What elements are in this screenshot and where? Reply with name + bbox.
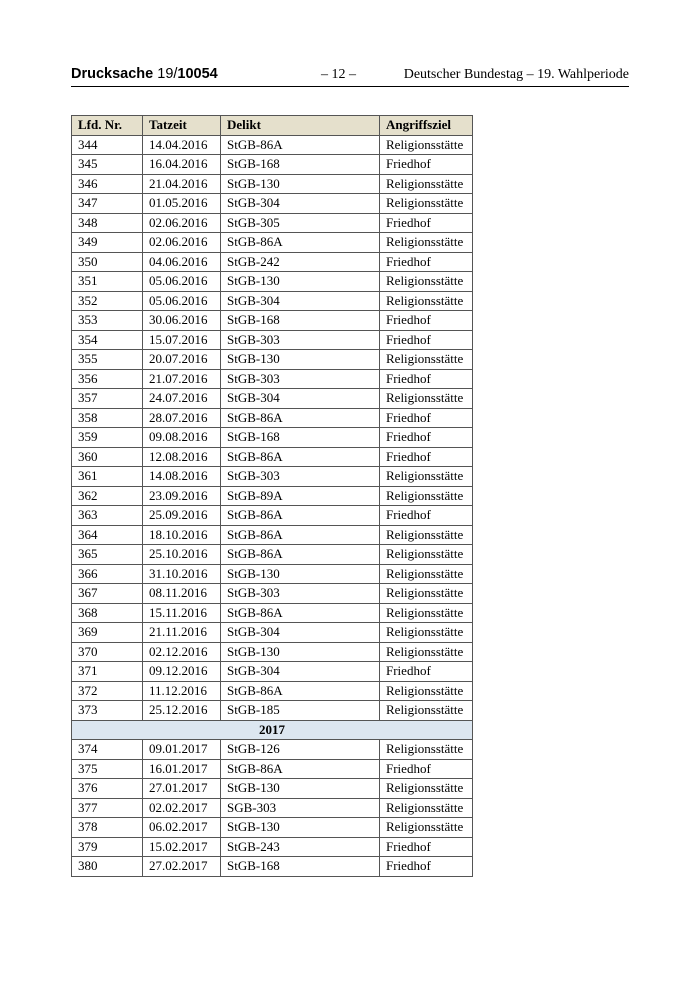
cell-delikt: StGB-86A bbox=[221, 525, 380, 545]
table-row bbox=[72, 681, 473, 701]
cell-delikt: StGB-86A bbox=[221, 603, 380, 623]
doc-prefix: 19/ bbox=[157, 66, 178, 82]
cell-delikt: StGB-130 bbox=[221, 174, 380, 194]
cell-lfd-nr: 374 bbox=[72, 740, 143, 760]
cell-delikt: StGB-304 bbox=[221, 623, 380, 643]
table-row bbox=[72, 369, 473, 389]
table-row bbox=[72, 447, 473, 467]
cell-tatzeit: 25.12.2016 bbox=[143, 701, 221, 721]
cell-tatzeit: 11.12.2016 bbox=[143, 681, 221, 701]
table-row bbox=[72, 194, 473, 214]
cell-lfd-nr: 373 bbox=[72, 701, 143, 721]
cell-tatzeit: 08.11.2016 bbox=[143, 584, 221, 604]
table-row bbox=[72, 350, 473, 370]
cell-lfd-nr: 371 bbox=[72, 662, 143, 682]
column-header-tatzeit: Tatzeit bbox=[143, 116, 221, 136]
cell-delikt: StGB-86A bbox=[221, 135, 380, 155]
table-row bbox=[72, 525, 473, 545]
table-row bbox=[72, 701, 473, 721]
cell-angriffsziel: Religionsstätte bbox=[380, 350, 473, 370]
cell-angriffsziel: Friedhof bbox=[380, 428, 473, 448]
cell-angriffsziel: Friedhof bbox=[380, 662, 473, 682]
cell-tatzeit: 30.06.2016 bbox=[143, 311, 221, 331]
cell-lfd-nr: 377 bbox=[72, 798, 143, 818]
cell-tatzeit: 31.10.2016 bbox=[143, 564, 221, 584]
doc-label: Drucksache bbox=[71, 66, 154, 82]
cell-delikt: StGB-86A bbox=[221, 233, 380, 253]
cell-angriffsziel: Friedhof bbox=[380, 252, 473, 272]
table-row bbox=[72, 837, 473, 857]
cell-angriffsziel: Religionsstätte bbox=[380, 818, 473, 838]
cell-delikt: StGB-168 bbox=[221, 311, 380, 331]
column-header-delikt: Delikt bbox=[221, 116, 380, 136]
cell-angriffsziel: Religionsstätte bbox=[380, 584, 473, 604]
cell-lfd-nr: 361 bbox=[72, 467, 143, 487]
table-row bbox=[72, 759, 473, 779]
cell-angriffsziel: Religionsstätte bbox=[380, 603, 473, 623]
table-row bbox=[72, 662, 473, 682]
cell-delikt: StGB-86A bbox=[221, 545, 380, 565]
table-row bbox=[72, 233, 473, 253]
cell-delikt: StGB-130 bbox=[221, 350, 380, 370]
cell-tatzeit: 25.09.2016 bbox=[143, 506, 221, 526]
cell-lfd-nr: 352 bbox=[72, 291, 143, 311]
cell-tatzeit: 04.06.2016 bbox=[143, 252, 221, 272]
cell-tatzeit: 02.12.2016 bbox=[143, 642, 221, 662]
cell-tatzeit: 16.01.2017 bbox=[143, 759, 221, 779]
page-header bbox=[71, 66, 629, 87]
page-number: – 12 – bbox=[321, 67, 356, 82]
cell-delikt: StGB-304 bbox=[221, 662, 380, 682]
cell-tatzeit: 18.10.2016 bbox=[143, 525, 221, 545]
cell-tatzeit: 21.07.2016 bbox=[143, 369, 221, 389]
cell-lfd-nr: 358 bbox=[72, 408, 143, 428]
cell-angriffsziel: Religionsstätte bbox=[380, 798, 473, 818]
cell-lfd-nr: 357 bbox=[72, 389, 143, 409]
cell-delikt: StGB-86A bbox=[221, 506, 380, 526]
table-row bbox=[72, 506, 473, 526]
table-row bbox=[72, 291, 473, 311]
cell-tatzeit: 27.02.2017 bbox=[143, 857, 221, 877]
table-row bbox=[72, 857, 473, 877]
cell-delikt: StGB-89A bbox=[221, 486, 380, 506]
cell-lfd-nr: 365 bbox=[72, 545, 143, 565]
cell-lfd-nr: 347 bbox=[72, 194, 143, 214]
cell-delikt: StGB-243 bbox=[221, 837, 380, 857]
cell-angriffsziel: Religionsstätte bbox=[380, 701, 473, 721]
cell-delikt: StGB-304 bbox=[221, 194, 380, 214]
table-row bbox=[72, 603, 473, 623]
cell-tatzeit: 23.09.2016 bbox=[143, 486, 221, 506]
cell-lfd-nr: 349 bbox=[72, 233, 143, 253]
cell-lfd-nr: 369 bbox=[72, 623, 143, 643]
table-row bbox=[72, 213, 473, 233]
cell-lfd-nr: 354 bbox=[72, 330, 143, 350]
doc-number: 10054 bbox=[177, 66, 218, 82]
cell-angriffsziel: Religionsstätte bbox=[380, 681, 473, 701]
cell-angriffsziel: Religionsstätte bbox=[380, 272, 473, 292]
cell-angriffsziel: Religionsstätte bbox=[380, 291, 473, 311]
cell-angriffsziel: Friedhof bbox=[380, 857, 473, 877]
cell-angriffsziel: Religionsstätte bbox=[380, 233, 473, 253]
cell-delikt: StGB-168 bbox=[221, 428, 380, 448]
cell-tatzeit: 20.07.2016 bbox=[143, 350, 221, 370]
cell-angriffsziel: Friedhof bbox=[380, 759, 473, 779]
cell-lfd-nr: 360 bbox=[72, 447, 143, 467]
table-row bbox=[72, 330, 473, 350]
cell-lfd-nr: 363 bbox=[72, 506, 143, 526]
cell-delikt: StGB-126 bbox=[221, 740, 380, 760]
cell-tatzeit: 02.06.2016 bbox=[143, 213, 221, 233]
cell-delikt: StGB-86A bbox=[221, 447, 380, 467]
cell-lfd-nr: 380 bbox=[72, 857, 143, 877]
cell-tatzeit: 21.04.2016 bbox=[143, 174, 221, 194]
cell-tatzeit: 14.04.2016 bbox=[143, 135, 221, 155]
table-row bbox=[72, 135, 473, 155]
cell-angriffsziel: Friedhof bbox=[380, 213, 473, 233]
cell-angriffsziel: Friedhof bbox=[380, 369, 473, 389]
institution: Deutscher Bundestag – 19. Wahlperiode bbox=[403, 67, 629, 82]
cell-tatzeit: 15.02.2017 bbox=[143, 837, 221, 857]
cell-delikt: StGB-130 bbox=[221, 564, 380, 584]
table-row bbox=[72, 545, 473, 565]
cell-delikt: StGB-130 bbox=[221, 818, 380, 838]
cell-lfd-nr: 344 bbox=[72, 135, 143, 155]
table-row bbox=[72, 486, 473, 506]
cell-angriffsziel: Religionsstätte bbox=[380, 174, 473, 194]
cell-angriffsziel: Friedhof bbox=[380, 330, 473, 350]
cell-delikt: StGB-86A bbox=[221, 408, 380, 428]
rows-2017 bbox=[72, 740, 473, 877]
cell-angriffsziel: Religionsstätte bbox=[380, 389, 473, 409]
cell-angriffsziel: Friedhof bbox=[380, 447, 473, 467]
cell-angriffsziel: Friedhof bbox=[380, 408, 473, 428]
cell-delikt: StGB-168 bbox=[221, 155, 380, 175]
document-number bbox=[71, 66, 218, 82]
cell-lfd-nr: 356 bbox=[72, 369, 143, 389]
cell-delikt: StGB-305 bbox=[221, 213, 380, 233]
cell-tatzeit: 14.08.2016 bbox=[143, 467, 221, 487]
cell-angriffsziel: Friedhof bbox=[380, 837, 473, 857]
cell-lfd-nr: 370 bbox=[72, 642, 143, 662]
cell-tatzeit: 09.12.2016 bbox=[143, 662, 221, 682]
cell-tatzeit: 05.06.2016 bbox=[143, 272, 221, 292]
cell-tatzeit: 09.08.2016 bbox=[143, 428, 221, 448]
cell-angriffsziel: Religionsstätte bbox=[380, 642, 473, 662]
table-row bbox=[72, 311, 473, 331]
cell-lfd-nr: 366 bbox=[72, 564, 143, 584]
cell-angriffsziel: Religionsstätte bbox=[380, 623, 473, 643]
table-row bbox=[72, 155, 473, 175]
cell-delikt: StGB-86A bbox=[221, 681, 380, 701]
cell-angriffsziel: Religionsstätte bbox=[380, 194, 473, 214]
cell-angriffsziel: Religionsstätte bbox=[380, 525, 473, 545]
cell-tatzeit: 12.08.2016 bbox=[143, 447, 221, 467]
cell-delikt: StGB-303 bbox=[221, 369, 380, 389]
incident-table bbox=[71, 115, 473, 877]
cell-tatzeit: 21.11.2016 bbox=[143, 623, 221, 643]
cell-lfd-nr: 376 bbox=[72, 779, 143, 799]
table-row bbox=[72, 740, 473, 760]
cell-angriffsziel: Religionsstätte bbox=[380, 467, 473, 487]
cell-lfd-nr: 345 bbox=[72, 155, 143, 175]
cell-angriffsziel: Friedhof bbox=[380, 311, 473, 331]
cell-delikt: StGB-130 bbox=[221, 272, 380, 292]
table-row bbox=[72, 389, 473, 409]
cell-delikt: StGB-304 bbox=[221, 389, 380, 409]
cell-tatzeit: 28.07.2016 bbox=[143, 408, 221, 428]
cell-delikt: StGB-303 bbox=[221, 584, 380, 604]
rows-2016 bbox=[72, 135, 473, 720]
cell-tatzeit: 16.04.2016 bbox=[143, 155, 221, 175]
cell-angriffsziel: Religionsstätte bbox=[380, 135, 473, 155]
cell-delikt: StGB-130 bbox=[221, 779, 380, 799]
cell-lfd-nr: 351 bbox=[72, 272, 143, 292]
cell-lfd-nr: 362 bbox=[72, 486, 143, 506]
cell-lfd-nr: 379 bbox=[72, 837, 143, 857]
table-row bbox=[72, 779, 473, 799]
table-row bbox=[72, 818, 473, 838]
cell-lfd-nr: 348 bbox=[72, 213, 143, 233]
year-row bbox=[72, 720, 473, 740]
cell-tatzeit: 02.02.2017 bbox=[143, 798, 221, 818]
cell-angriffsziel: Friedhof bbox=[380, 155, 473, 175]
table-row bbox=[72, 252, 473, 272]
cell-delikt: StGB-303 bbox=[221, 330, 380, 350]
cell-tatzeit: 01.05.2016 bbox=[143, 194, 221, 214]
table-row bbox=[72, 584, 473, 604]
table-header-row bbox=[72, 116, 473, 136]
cell-lfd-nr: 353 bbox=[72, 311, 143, 331]
cell-tatzeit: 02.06.2016 bbox=[143, 233, 221, 253]
table-row bbox=[72, 623, 473, 643]
cell-delikt: StGB-303 bbox=[221, 467, 380, 487]
cell-delikt: StGB-242 bbox=[221, 252, 380, 272]
table-row bbox=[72, 564, 473, 584]
cell-tatzeit: 05.06.2016 bbox=[143, 291, 221, 311]
cell-angriffsziel: Religionsstätte bbox=[380, 545, 473, 565]
column-header-lfd-nr: Lfd. Nr. bbox=[72, 116, 143, 136]
cell-lfd-nr: 364 bbox=[72, 525, 143, 545]
cell-angriffsziel: Religionsstätte bbox=[380, 779, 473, 799]
cell-tatzeit: 15.07.2016 bbox=[143, 330, 221, 350]
cell-lfd-nr: 346 bbox=[72, 174, 143, 194]
cell-delikt: SGB-303 bbox=[221, 798, 380, 818]
cell-tatzeit: 27.01.2017 bbox=[143, 779, 221, 799]
cell-delikt: StGB-304 bbox=[221, 291, 380, 311]
year-separator bbox=[72, 720, 473, 740]
table-row bbox=[72, 272, 473, 292]
cell-angriffsziel: Friedhof bbox=[380, 506, 473, 526]
table-row bbox=[72, 642, 473, 662]
cell-angriffsziel: Religionsstätte bbox=[380, 564, 473, 584]
cell-delikt: StGB-168 bbox=[221, 857, 380, 877]
table-row bbox=[72, 467, 473, 487]
table-row bbox=[72, 174, 473, 194]
cell-lfd-nr: 355 bbox=[72, 350, 143, 370]
cell-lfd-nr: 378 bbox=[72, 818, 143, 838]
cell-angriffsziel: Religionsstätte bbox=[380, 486, 473, 506]
cell-lfd-nr: 367 bbox=[72, 584, 143, 604]
cell-tatzeit: 15.11.2016 bbox=[143, 603, 221, 623]
table-row bbox=[72, 428, 473, 448]
cell-tatzeit: 09.01.2017 bbox=[143, 740, 221, 760]
cell-delikt: StGB-86A bbox=[221, 759, 380, 779]
cell-tatzeit: 24.07.2016 bbox=[143, 389, 221, 409]
year-label: 2017 bbox=[72, 720, 473, 740]
cell-lfd-nr: 375 bbox=[72, 759, 143, 779]
cell-lfd-nr: 372 bbox=[72, 681, 143, 701]
cell-lfd-nr: 359 bbox=[72, 428, 143, 448]
table-row bbox=[72, 408, 473, 428]
cell-lfd-nr: 368 bbox=[72, 603, 143, 623]
column-header-angriffsziel: Angriffsziel bbox=[380, 116, 473, 136]
cell-lfd-nr: 350 bbox=[72, 252, 143, 272]
cell-tatzeit: 25.10.2016 bbox=[143, 545, 221, 565]
cell-delikt: StGB-130 bbox=[221, 642, 380, 662]
cell-tatzeit: 06.02.2017 bbox=[143, 818, 221, 838]
cell-angriffsziel: Religionsstätte bbox=[380, 740, 473, 760]
table-row bbox=[72, 798, 473, 818]
cell-delikt: StGB-185 bbox=[221, 701, 380, 721]
